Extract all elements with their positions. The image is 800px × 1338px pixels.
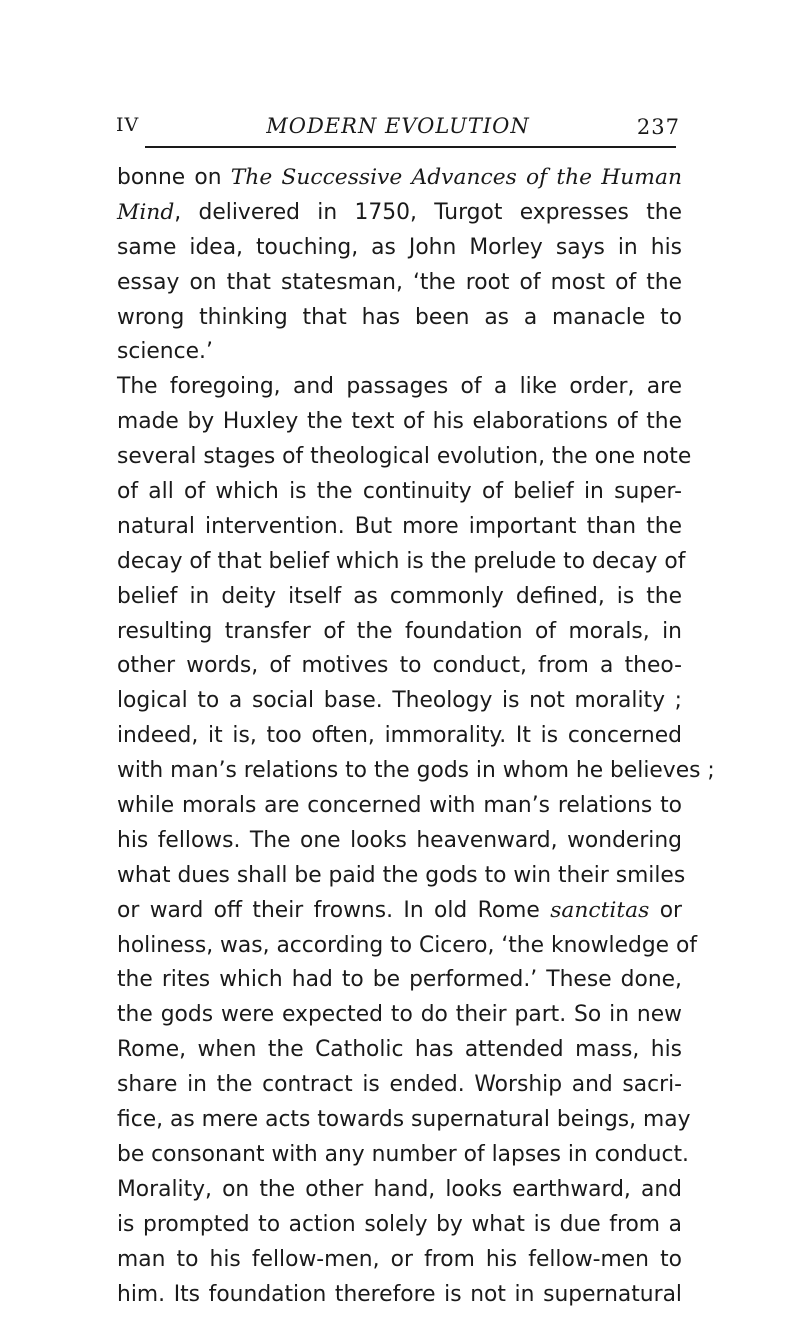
text-run: be consonant with any number of lapses in conduct. [117,1141,689,1167]
text-line [117,161,682,196]
text-line [117,545,686,580]
text-run: while morals are concerned with man’s relations to [117,793,682,819]
text-run: his fellows. The one looks heavenward, wondering [117,827,682,853]
text-line [117,684,682,719]
text-run: is prompted to action solely by what is due from a [117,1211,682,1237]
text-line [117,580,682,615]
text-line [117,1138,689,1173]
chapter-number: IV [116,114,140,136]
text-line [117,998,682,1033]
text-run: Morality, on the other hand, looks earthward, and [117,1176,682,1202]
text-run: bonne on [117,165,231,190]
italic-text: The Successive Advances of the Human [230,165,682,190]
text-run: other words, of motives to conduct, from a theo- [117,653,682,679]
text-line [117,1033,682,1068]
text-run: made by Huxley the text of his elaborations of the [117,409,682,435]
text-run: logical to a social base. Theology is not morality ; [117,688,682,714]
text-line [117,789,682,824]
text-run: him. Its foundation therefore is not in supernatural [117,1281,682,1307]
text-line [117,649,682,684]
text-line [117,1068,682,1103]
text-run: resulting transfer of the foundation of morals, in [117,618,682,644]
text-line [117,754,715,789]
text-line [117,1243,682,1278]
text-run: decay of that belief which is the prelude to decay of [117,548,686,574]
text-line [117,440,692,475]
text-run: belief in deity itself as commonly defined, is the [117,583,682,609]
italic-text: sanctitas [550,897,650,923]
text-line [117,370,682,405]
text-run: natural intervention. But more important than the [117,513,682,539]
running-header [116,112,680,142]
text-run: essay on that statesman, ‘the root of most of the [117,269,682,295]
text-run: The foregoing, and passages of a like order, are [117,374,682,400]
text-run: fice, as mere acts towards supernatural beings, may [117,1107,691,1133]
text-line [117,475,682,510]
text-line [117,335,682,370]
text-run: of all of which is the continuity of belief in super- [117,479,682,505]
text-run: or ward off their frowns. In old Rome [117,897,551,923]
text-line [117,301,682,336]
text-run: several stages of theological evolution, the one note [117,444,692,470]
text-run: the gods were expected to do their part. So in new [117,1002,682,1028]
text-line [117,510,682,545]
text-run: or [649,897,683,923]
text-line [117,719,682,754]
text-line [117,1278,682,1313]
text-run: what dues shall be paid the gods to win their smiles [117,862,686,888]
italic-text: Mind [117,199,175,225]
text-run: same idea, touching, as John Morley says in his [117,234,682,260]
text-run: wrong thinking that has been as a manacle to [117,304,682,330]
text-line [117,196,682,231]
text-run: share in the contract is ended. Worship and sacri- [117,1072,682,1098]
header-rule [145,146,676,148]
text-line [117,405,682,440]
text-line [117,824,682,859]
text-run: science.’ [117,339,213,365]
text-line [117,266,682,301]
text-run: with man’s relations to the gods in whom he believes ; [117,758,715,784]
page-number: 237 [636,115,680,139]
text-run: , delivered in 1750, Turgot expresses the [174,199,682,225]
text-line [117,1208,682,1243]
text-line [117,1103,691,1138]
text-run: Rome, when the Catholic has attended mass, his [117,1037,682,1063]
body-text [117,161,715,1312]
text-line [117,929,698,964]
text-run: the rites which had to be performed.’ These done, [117,967,682,993]
text-line [117,894,682,929]
text-line [117,1173,682,1208]
text-run: holiness, was, according to Cicero, ‘the knowledge of [117,932,698,958]
text-line [117,859,686,894]
text-line [117,231,682,266]
text-run: man to his fellow-men, or from his fellow-men to [117,1246,682,1272]
text-line [117,615,682,650]
running-title: MODERN EVOLUTION [266,114,530,138]
text-run: indeed, it is, too often, immorality. It is concerned [117,723,682,749]
text-line [117,963,682,998]
